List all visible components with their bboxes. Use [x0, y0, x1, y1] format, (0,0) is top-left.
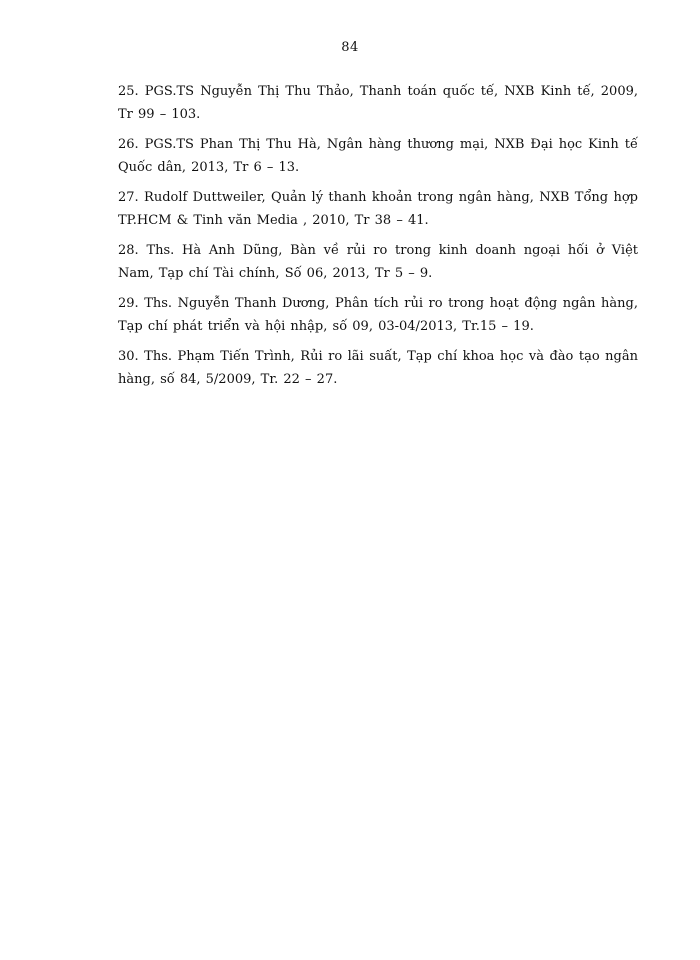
page-number: 84	[341, 40, 359, 55]
reference-list	[118, 80, 638, 398]
reference-item: 28. Ths. Hà Anh Dũng, Bàn về rủi ro trong kinh doanh ngoại hối ở Việt Nam, Tạp chí Tài chính, Số 06, 2013, Tr 5 – 9.	[118, 243, 638, 281]
reference-item: 26. PGS.TS Phan Thị Thu Hà, Ngân hàng thương mại, NXB Đại học Kinh tế Quốc dân, 2013, Tr 6 – 13.	[118, 137, 638, 175]
reference-item: 30. Ths. Phạm Tiến Trình, Rủi ro lãi suất, Tạp chí khoa học và đào tạo ngân hàng, số 84, 5/2009, Tr. 22 – 27.	[118, 349, 638, 387]
reference-item: 29. Ths. Nguyễn Thanh Dương, Phân tích rủi ro trong hoạt động ngân hàng, Tạp chí phát triển và hội nhập, số 09, 03-04/2013, Tr.15 – 19.	[118, 296, 638, 334]
reference-item: 25. PGS.TS Nguyễn Thị Thu Thảo, Thanh toán quốc tế, NXB Kinh tế, 2009, Tr 99 – 103.	[118, 84, 638, 122]
reference-item: 27. Rudolf Duttweiler, Quản lý thanh khoản trong ngân hàng, NXB Tổng hợp TP.HCM & Tinh văn Media , 2010, Tr 38 – 41.	[118, 190, 638, 228]
